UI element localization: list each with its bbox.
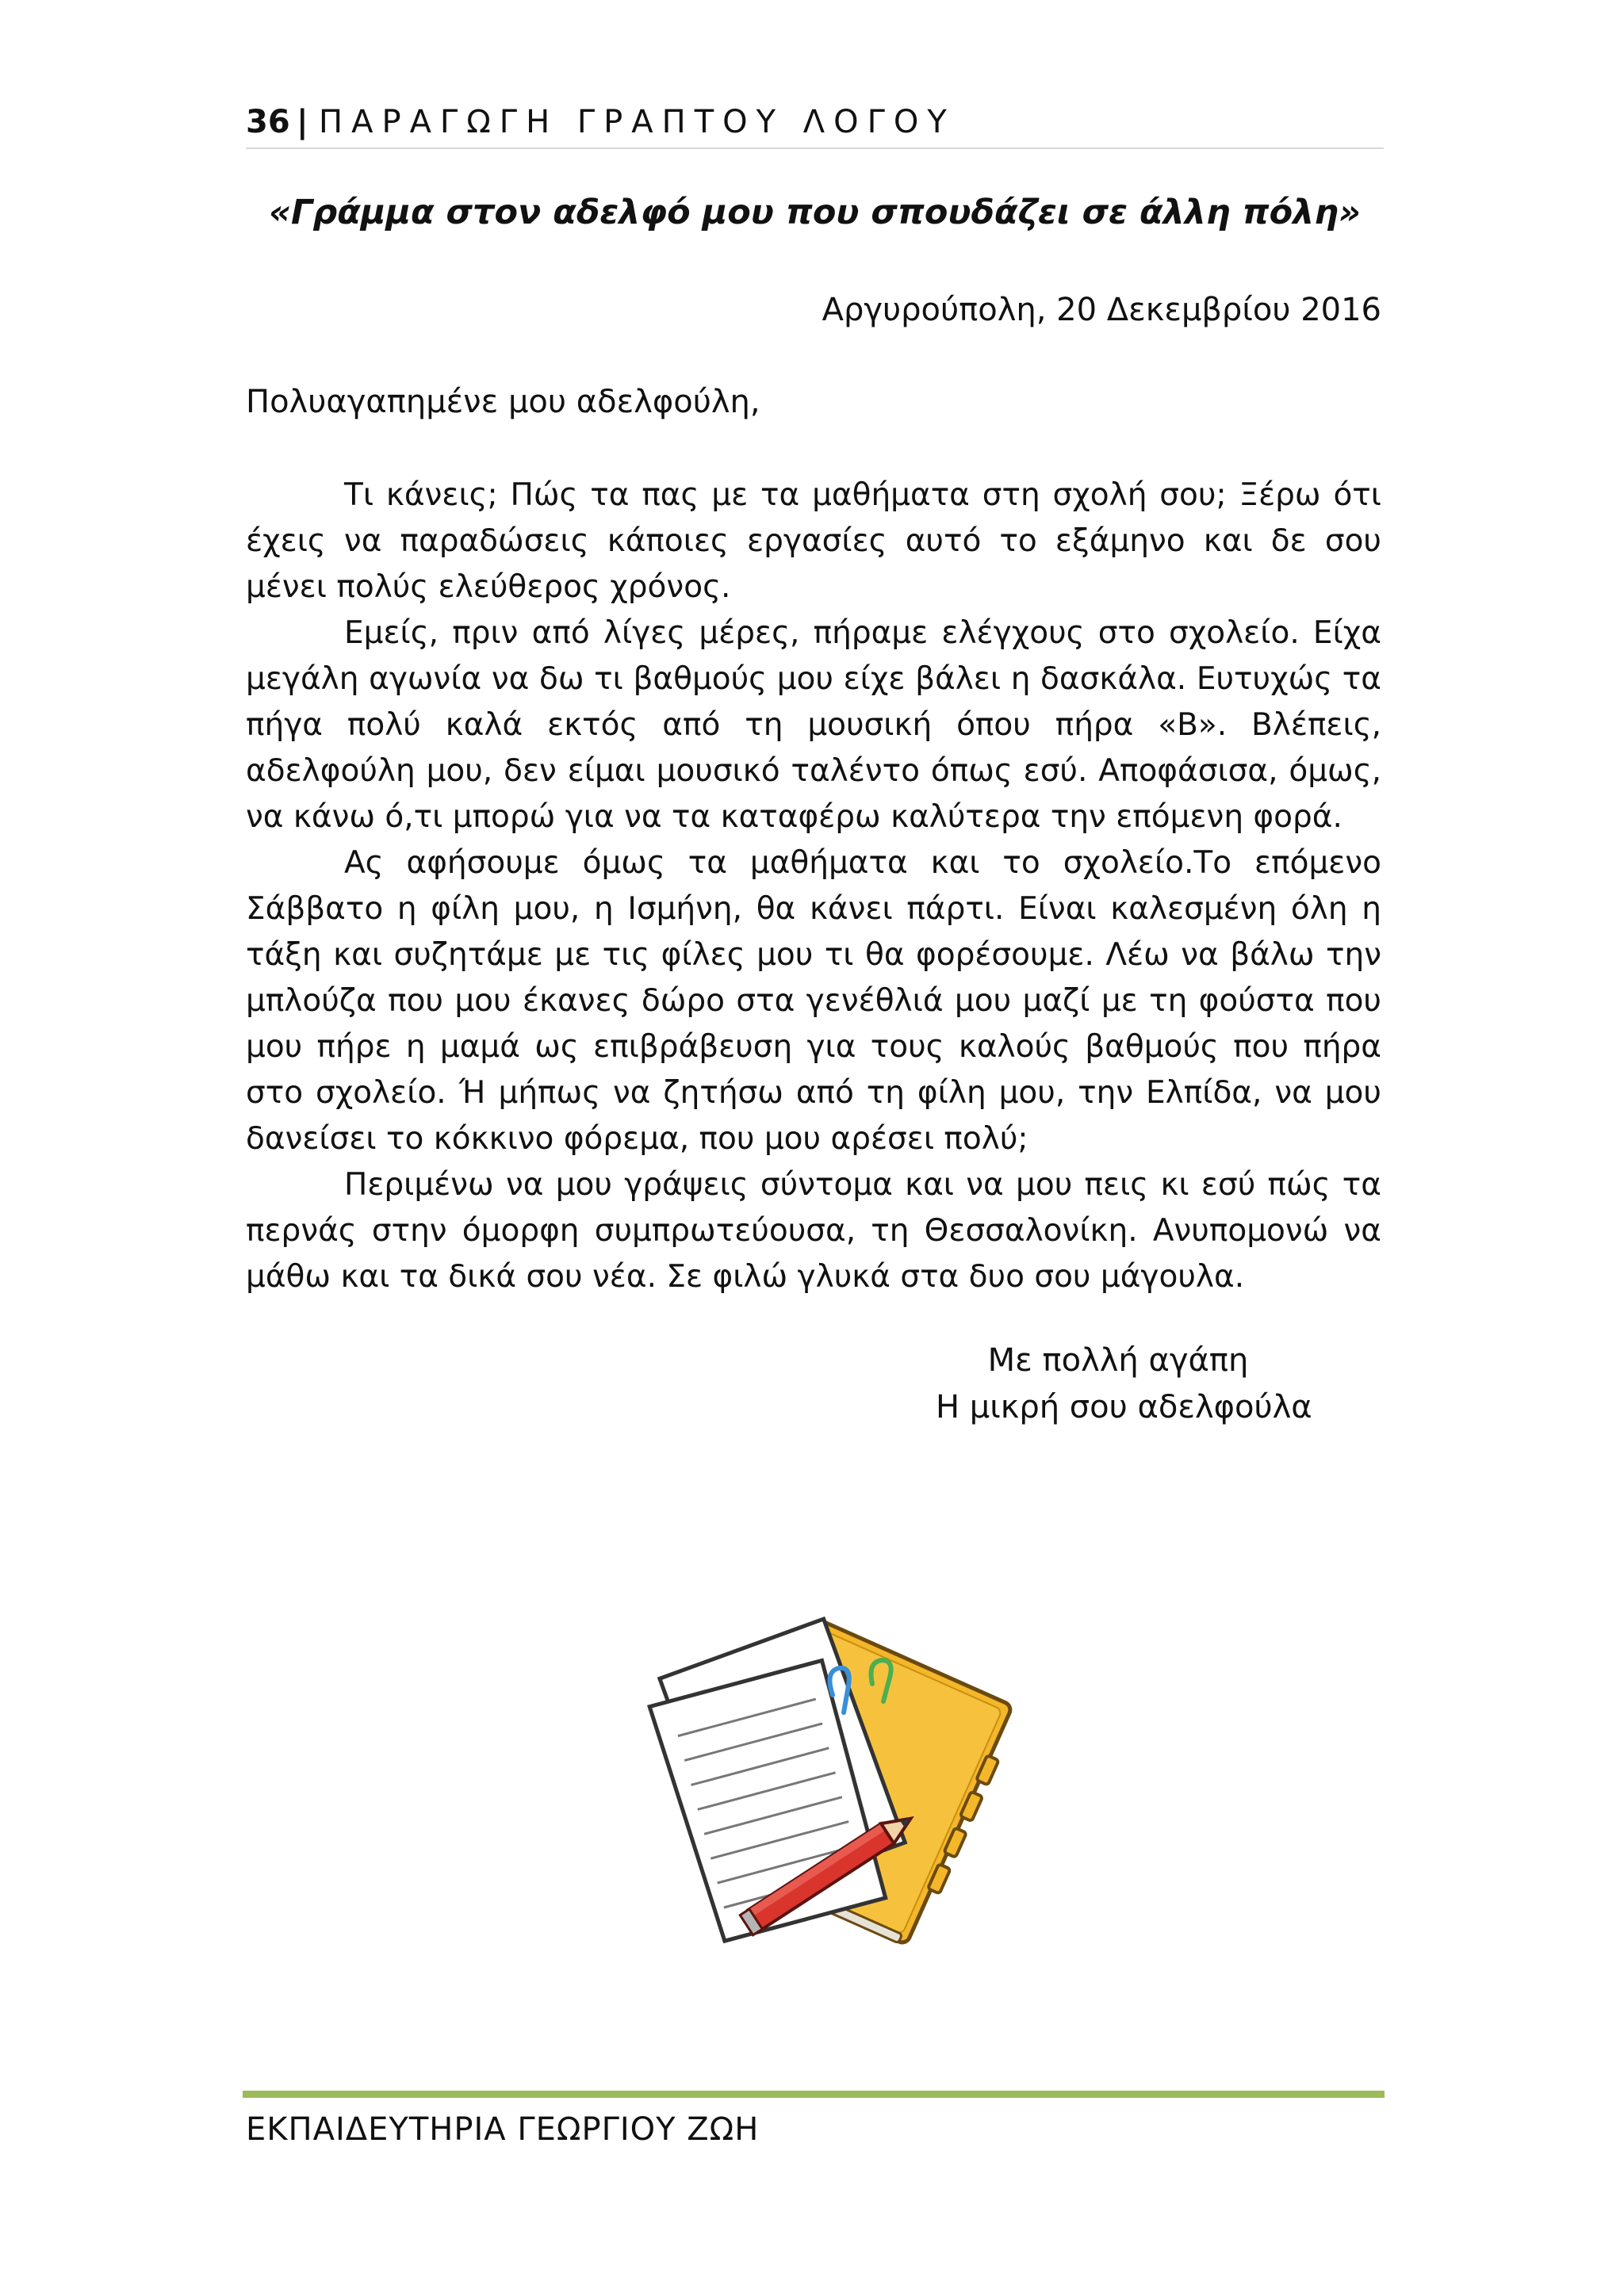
header-section-title: ΠΑΡΑΓΩΓΗ ΓΡΑΠΤΟΥ ΛΟΓΟΥ	[319, 104, 956, 140]
page-header	[246, 101, 1384, 149]
notebook-papers-pencil-icon	[603, 1601, 1015, 1966]
document-title: «Γράμμα στον αδελφό μου που σπουδάζει σε άλλη πόλη»	[269, 193, 1361, 232]
letter-body	[246, 473, 1381, 1300]
closing-line: Με πολλή αγάπη	[987, 1342, 1249, 1379]
header-separator: |	[297, 104, 308, 140]
signature: Η μικρή σου αδελφούλα	[936, 1389, 1312, 1425]
letter-paragraph: Περιμένω να μου γράψεις σύντομα και να μου πεις κι εσύ πώς τα περνάς στην όμορφη συμπρωτεύουσα, τη Θεσσαλονίκη. Ανυπομονώ να μάθω και τα δικά σου νέα. Σε φιλώ γλυκά στα δυο σου μάγουλα.	[246, 1167, 1381, 1295]
letter-closing	[936, 1337, 1312, 1431]
letter-paragraph: Ας αφήσουμε όμως τα μαθήματα και το σχολείο.Το επόμενο Σάββατο η φίλη μου, η Ισμήνη, θα κάνει πάρτι. Είναι καλεσμένη όλη η τάξη και συζητάμε με τις φίλες μου τι θα φορέσουμε. Λέω να βάλω την μπλούζα που μου έκανες δώρο στα γενέθλιά μου μαζί με τη φούστα που μου πήρε η μαμά ως επιβράβευση για τους καλούς βαθμούς που πήρα στο σχολείο. Ή μήπως να ζητήσω από τη φίλη μου, την Ελπίδα, να μου δανείσει το κόκκινο φόρεμα, που μου αρέσει πολύ;	[246, 845, 1381, 1157]
page-number: 36	[246, 104, 290, 140]
letter-paragraph: Τι κάνεις; Πώς τα πας με τα μαθήματα στη σχολή σου; Ξέρω ότι έχεις να παραδώσεις κάποιες εργασίες αυτό το εξάμηνο και δε σου μένει πολύς ελεύθερος χρόνος.	[246, 477, 1381, 605]
letter-date: Αργυρούπολη, 20 Δεκεμβρίου 2016	[822, 292, 1381, 328]
footer-divider	[243, 2091, 1385, 2098]
letter-salutation: Πολυαγαπημένε μου αδελφούλη,	[246, 384, 760, 420]
letter-paragraph: Εμείς, πριν από λίγες μέρες, πήραμε ελέγχους στο σχολείο. Είχα μεγάλη αγωνία να δω τι βαθμούς μου είχε βάλει η δασκάλα. Ευτυχώς τα πήγα πολύ καλά εκτός από τη μουσική όπου πήρα «Β». Βλέπεις, αδελφούλη μου, δεν είμαι μουσικό ταλέντο όπως εσύ. Αποφάσισα, όμως, να κάνω ό,τι μπορώ για να τα καταφέρω καλύτερα την επόμενη φορά.	[246, 615, 1381, 835]
footer-author: ΕΚΠΑΙΔΕΥΤΗΡΙΑ ΓΕΩΡΓΙΟΥ ΖΩΗ	[246, 2111, 760, 2148]
